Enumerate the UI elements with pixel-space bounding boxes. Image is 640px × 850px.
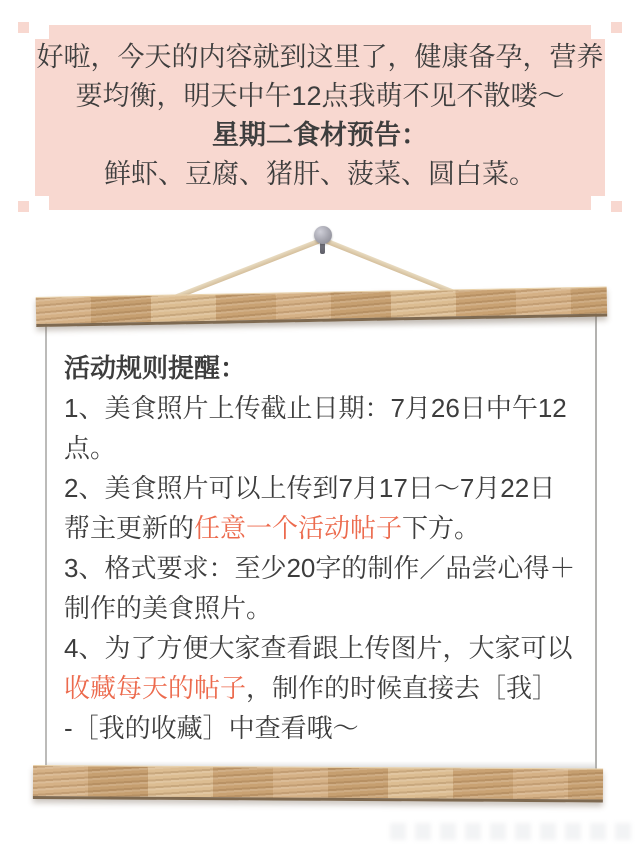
corner-notch-top-right [591, 25, 605, 39]
rules-line [64, 348, 574, 388]
rules-highlighted-text: 收藏每天的帖子 [64, 673, 247, 703]
corner-pixel-top-right [611, 22, 622, 33]
rules-line [64, 508, 574, 548]
rules-line [64, 468, 574, 508]
rules-segment: 1、美食照片上传截止日期：7月26日中午12 [64, 393, 567, 423]
scroll-bottom-wood-bar [33, 765, 603, 802]
notice-line: 好啦，今天的内容就到这里了，健康备孕，营养 [36, 42, 604, 72]
corner-notch-top-left [35, 25, 49, 39]
notice-line: 星期二食材预告： [212, 120, 428, 150]
rules-line [64, 708, 574, 748]
rules-segment: 点。 [64, 433, 117, 463]
corner-pixel-bottom-right [611, 201, 622, 212]
rules-segment: 2、美食照片可以上传到7月17日～7月22日 [64, 473, 556, 503]
corner-notch-bottom-right [591, 196, 605, 210]
watermark [390, 823, 635, 840]
rules-line [64, 428, 574, 468]
rules-line [64, 668, 574, 708]
corner-notch-bottom-left [35, 196, 49, 210]
rules-line [64, 588, 574, 628]
pushpin-icon [314, 226, 332, 244]
rules-segment: -［我的收藏］中查看哦～ [64, 713, 359, 743]
notice-banner [35, 25, 605, 210]
rules-segment: 3、格式要求：至少20字的制作／品尝心得＋ [64, 553, 576, 583]
scroll-paper [45, 303, 597, 769]
notice-line: 要均衡，明天中午12点我萌不见不散喽～ [75, 81, 565, 111]
rules-line [64, 628, 574, 668]
notice-text [35, 38, 605, 194]
rules-segment: 帮主更新的 [64, 513, 195, 543]
notice-line: 鲜虾、豆腐、猪肝、菠菜、圆白菜。 [104, 159, 536, 189]
rules-segment: 4、为了方便大家查看跟上传图片，大家可以 [64, 633, 573, 663]
rules-line [64, 548, 574, 588]
rules-line [64, 388, 574, 428]
rules-heading: 活动规则提醒： [64, 353, 247, 383]
rules-segment: ，制作的时候直接去［我］ [246, 673, 559, 703]
corner-pixel-bottom-left [18, 201, 29, 212]
rules-highlighted-text: 任意一个活动帖子 [194, 513, 403, 543]
corner-pixel-top-left [18, 22, 29, 33]
rules-text [64, 348, 574, 748]
rules-segment: 制作的美食照片。 [64, 593, 273, 623]
rules-segment: 下方。 [402, 513, 481, 543]
